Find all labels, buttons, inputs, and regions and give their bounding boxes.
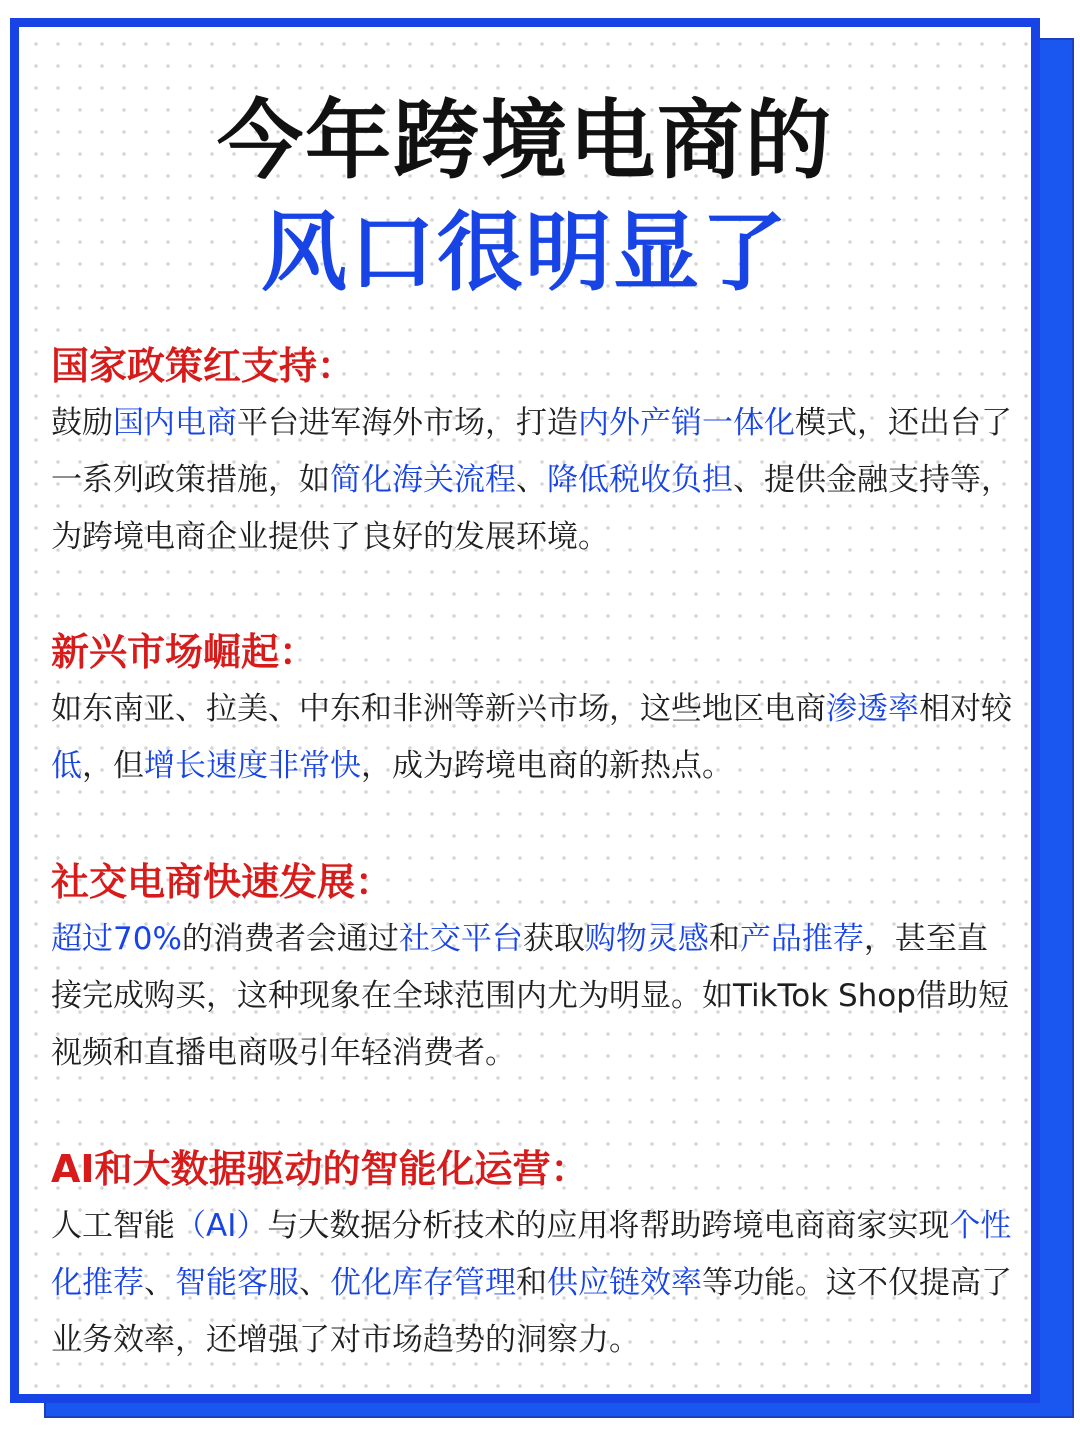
section-ai-big-data (51, 1144, 1016, 1369)
body-text: 、 (299, 1265, 330, 1301)
body-text: 等功能。这不仅提高了业务效率，还增强了对市场趋势的洞察力。 (51, 1265, 1012, 1358)
highlight-text: 低 (51, 748, 82, 784)
body-text: 平台进军海外市场，打造 (237, 405, 578, 441)
body-text: ，但 (82, 748, 144, 784)
highlight-text: 供应链效率 (547, 1265, 702, 1301)
highlight-text: 降低税收负担 (547, 462, 733, 498)
section-heading: 国家政策红支持： (51, 344, 356, 388)
highlight-text: 社交平台 (398, 921, 523, 957)
content-card (10, 18, 1040, 1403)
body-text: 、 (516, 462, 547, 498)
body-text: 和 (516, 1265, 547, 1301)
section-heading: 新兴市场崛起： (51, 630, 318, 674)
section-body (51, 395, 1016, 566)
title-line-1: 今年跨境电商的 (217, 91, 833, 191)
section-body (51, 1198, 1016, 1369)
section-body (51, 911, 1016, 1082)
highlight-text: 超过70% (51, 921, 182, 957)
body-text: 、 (144, 1265, 175, 1301)
highlight-text: 简化海关流程 (330, 462, 516, 498)
section-body (51, 681, 1016, 795)
body-text: 、提供金融支持等，为跨境电商企业提供了良好的发展环境。 (51, 462, 1012, 555)
body-text: 相对较 (919, 691, 1012, 727)
body-text: ，成为跨境电商的新热点。 (361, 748, 733, 784)
body-text: 鼓励 (51, 405, 113, 441)
section-policy-support (51, 341, 1016, 566)
highlight-text: （AI） (175, 1208, 268, 1244)
highlight-text: 产品推荐 (739, 921, 864, 957)
highlight-text: 渗透率 (826, 691, 919, 727)
body-text: 与大数据分析技术的应用将帮助跨境电商商家实现 (267, 1208, 950, 1244)
title-line-2: 风口很明显了 (261, 203, 789, 303)
body-text: 如东南亚、拉美、中东和非洲等新兴市场，这些地区电商 (51, 691, 826, 727)
highlight-text: 智能客服 (175, 1265, 299, 1301)
highlight-text: 内外产销一体化 (578, 405, 795, 441)
highlight-text: 优化库存管理 (330, 1265, 516, 1301)
body-text: 和 (708, 921, 740, 957)
body-text: 的消费者会通过 (181, 921, 399, 957)
body-text: 模式，还出台了一系列政策措施，如 (51, 405, 1012, 498)
section-heading: 社交电商快速发展： (51, 860, 394, 904)
section-heading: AI和大数据驱动的智能化运营： (51, 1147, 589, 1191)
section-social-commerce (51, 857, 1016, 1082)
highlight-text: 国内电商 (113, 405, 237, 441)
body-text: 人工智能 (51, 1208, 175, 1244)
body-text: 获取 (522, 921, 585, 957)
highlight-text: 购物灵感 (584, 921, 709, 957)
section-emerging-markets (51, 627, 1016, 795)
highlight-text: 个性化推荐 (51, 1208, 1012, 1301)
highlight-text: 增长速度非常快 (144, 748, 361, 784)
body-text: ，甚至直接完成购买，这种现象在全球范围内尤为明显。如TikTok Shop借助短视频和直播电商吸引年轻消费者。 (51, 921, 1009, 1071)
